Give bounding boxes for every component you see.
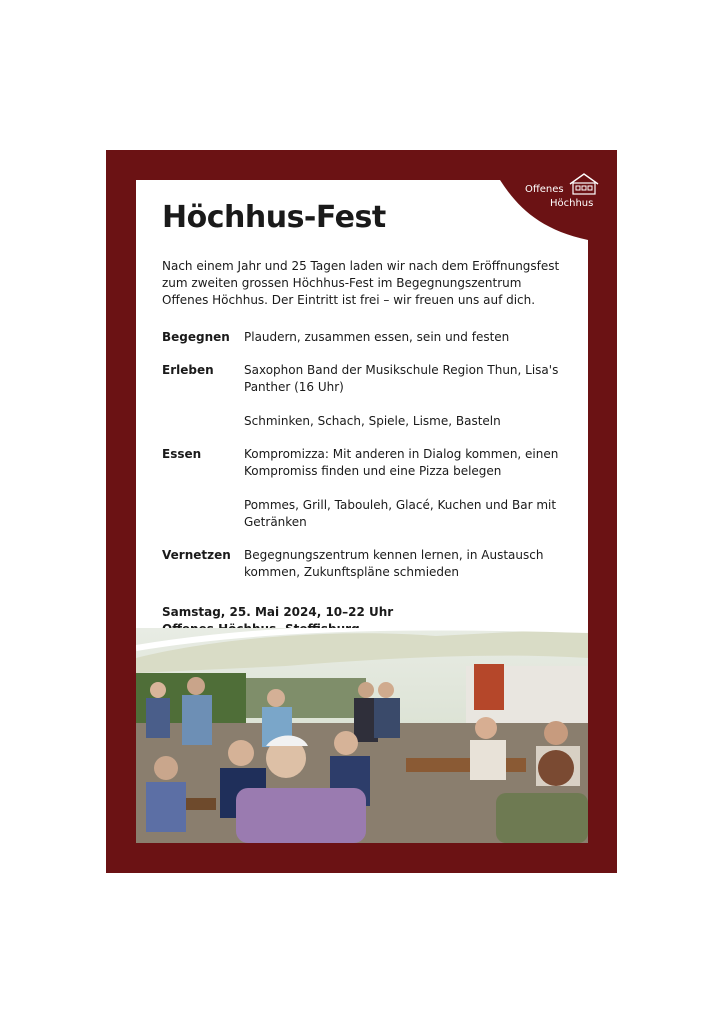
event-photo (136, 628, 588, 843)
section-label: Begegnen (162, 330, 230, 344)
section-text: Pommes, Grill, Tabouleh, Glacé, Kuchen und Bar mit Getränken (244, 498, 557, 529)
logo-line-1: Offenes (525, 184, 564, 195)
section-label: Essen (162, 447, 202, 461)
section-text: Kompromizza: Mit anderen in Dialog kommen, einen Kompromiss finden und eine Pizza belegen (244, 447, 559, 478)
section-label: Vernetzen (162, 548, 231, 562)
section-text: Saxophon Band der Musikschule Region Thun, Lisa's Panther (16 Uhr) (244, 363, 559, 394)
page-title: Höchhus-Fest (162, 200, 386, 235)
logo (518, 172, 604, 212)
house-icon (568, 172, 600, 196)
section-text: Plaudern, zusammen essen, sein und festen (244, 330, 510, 344)
section-text: Schminken, Schach, Spiele, Lisme, Basteln (244, 414, 501, 428)
section-label: Erleben (162, 363, 214, 377)
logo-line-2: Höchhus (550, 198, 594, 209)
section-text: Begegnungszentrum kennen lernen, in Austausch kommen, Zukunftspläne schmieden (244, 548, 544, 579)
event-date: Samstag, 25. Mai 2024, 10–22 Uhr (162, 605, 394, 619)
intro-text: Nach einem Jahr und 25 Tagen laden wir nach dem Eröffnungsfest zum zweiten grossen Höchhus-Fest im Begegnungszentrum Offenes Höchhus. Der Eintritt ist frei – wir freuen uns auf dich. (162, 259, 560, 307)
